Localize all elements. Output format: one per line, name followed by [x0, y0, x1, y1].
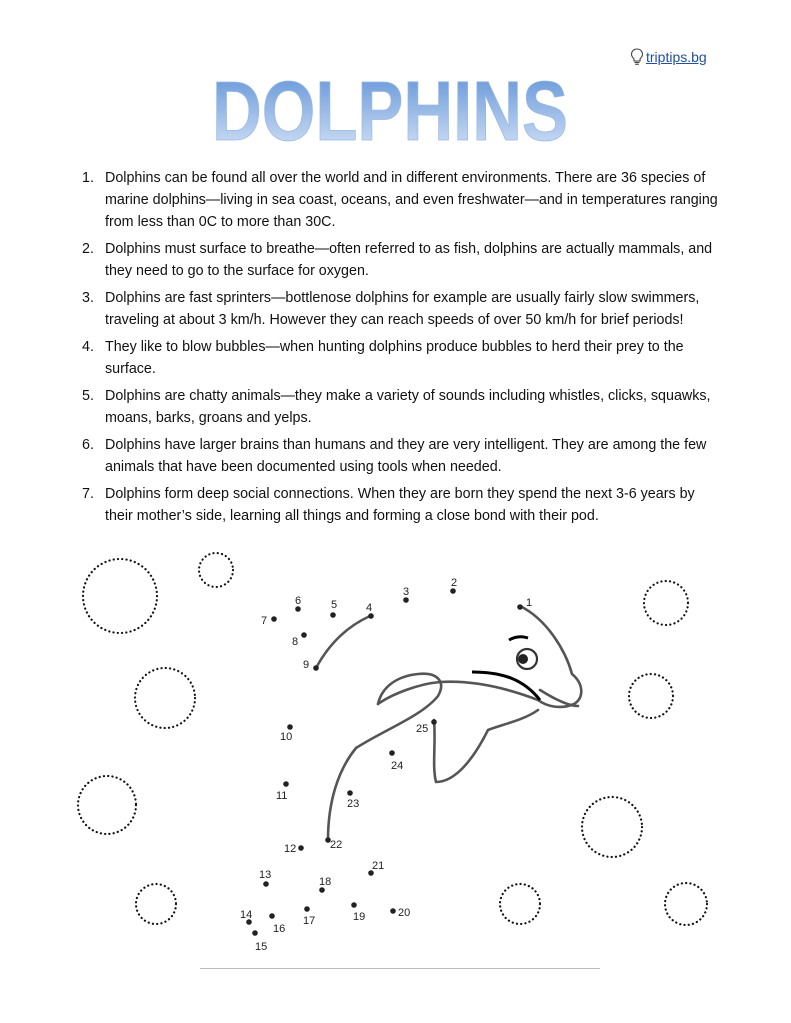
- puzzle-dot: [431, 719, 437, 725]
- fact-item: [82, 167, 722, 233]
- fact-item: [82, 483, 722, 527]
- puzzle-dot: [330, 612, 336, 618]
- fact-text: Dolphins are chatty animals—they make a variety of sounds including whistles, clicks, squawks, moans, barks, groans and yelps.: [105, 388, 711, 426]
- puzzle-dot: [283, 781, 289, 787]
- fact-number: 6.: [82, 437, 94, 453]
- puzzle-dot: [347, 790, 353, 796]
- bubble-outline: [135, 668, 195, 728]
- page-divider: [200, 968, 600, 969]
- puzzle-dot-label: 20: [398, 907, 411, 919]
- puzzle-dot: [263, 881, 269, 887]
- dolphin-pupil: [518, 654, 528, 664]
- dolphin-brow-marking: [509, 637, 528, 640]
- fact-number: 7.: [82, 486, 94, 502]
- puzzle-dot-label: 5: [331, 599, 338, 611]
- puzzle-dot-label: 17: [303, 915, 316, 927]
- fact-text: Dolphins are fast sprinters—bottlenose dolphins for example are usually fairly slow swimmers, traveling at about 3 km/h. However they can reach speeds of over 50 km/h for brief periods!: [105, 290, 700, 328]
- puzzle-dot: [389, 750, 395, 756]
- fact-number: 3.: [82, 290, 94, 306]
- puzzle-dot: [271, 616, 277, 622]
- fact-number: 1.: [82, 170, 94, 186]
- numbered-dots: [240, 577, 532, 953]
- puzzle-dot-label: 14: [240, 909, 253, 921]
- puzzle-dot: [368, 613, 374, 619]
- puzzle-dot: [252, 930, 258, 936]
- puzzle-dot: [301, 632, 307, 638]
- puzzle-dot-label: 18: [319, 876, 332, 888]
- bubbles: [78, 553, 707, 925]
- facts-list: [82, 167, 722, 532]
- puzzle-dot: [298, 845, 304, 851]
- dot-to-dot-puzzle: [0, 540, 791, 980]
- puzzle-dot: [295, 606, 301, 612]
- fact-text: Dolphins can be found all over the world and in different environments. There are 36 species of marine dolphins—living in sea coast, oceans, and even freshwater—and in temperatures ranging from less than 0C to more than 30C.: [105, 170, 718, 230]
- puzzle-dot-label: 9: [303, 659, 310, 671]
- puzzle-dot-label: 13: [259, 869, 272, 881]
- dolphin-back-line: [316, 616, 370, 668]
- fact-item: [82, 385, 722, 429]
- fact-text: Dolphins must surface to breathe—often referred to as fish, dolphins are actually mammals, and they need to go to the surface for oxygen.: [105, 241, 713, 279]
- fact-number: 4.: [82, 339, 94, 355]
- bubble-outline: [582, 797, 642, 857]
- bubble-outline: [500, 884, 540, 924]
- puzzle-dot-label: 12: [284, 843, 297, 855]
- puzzle-dot-label: 1: [526, 597, 533, 609]
- puzzle-dot: [403, 597, 409, 603]
- bubble-outline: [644, 581, 688, 625]
- puzzle-dot-label: 4: [366, 602, 373, 614]
- puzzle-dot: [313, 665, 319, 671]
- fact-item: [82, 287, 722, 331]
- puzzle-dot-label: 24: [391, 760, 404, 772]
- puzzle-dot-label: 2: [451, 577, 458, 589]
- fact-item: [82, 238, 722, 282]
- puzzle-dot-label: 7: [261, 615, 268, 627]
- brand-text: triptips.bg: [646, 49, 707, 65]
- puzzle-dot-label: 8: [292, 636, 299, 648]
- fact-item: [82, 434, 722, 478]
- fact-number: 5.: [82, 388, 94, 404]
- puzzle-dot: [390, 908, 396, 914]
- fact-item: [82, 336, 722, 380]
- puzzle-dot-label: 11: [276, 790, 288, 802]
- bubble-outline: [83, 559, 157, 633]
- bubble-outline: [136, 884, 176, 924]
- bubble-outline: [78, 776, 136, 834]
- lightbulb-icon: [630, 48, 644, 66]
- puzzle-dot-label: 23: [347, 798, 360, 810]
- puzzle-dot-label: 6: [295, 595, 302, 607]
- puzzle-dot: [319, 887, 325, 893]
- puzzle-dot: [450, 588, 456, 594]
- puzzle-dot-label: 22: [330, 839, 343, 851]
- page-title-container: [0, 68, 791, 158]
- brand-link[interactable]: [630, 48, 707, 66]
- dolphin-head-outline: [378, 606, 581, 707]
- fact-text: Dolphins have larger brains than humans and they are very intelligent. They are among the few animals that have been documented using tools when needed.: [105, 437, 707, 475]
- fact-number: 2.: [82, 241, 94, 257]
- puzzle-dot-label: 15: [255, 941, 268, 953]
- bubble-outline: [629, 674, 673, 718]
- fact-text: Dolphins form deep social connections. When they are born they spend the next 3-6 years by their mother’s side, learning all things and forming a close bond with their pod.: [105, 486, 695, 524]
- puzzle-dot: [287, 724, 293, 730]
- fact-text: They like to blow bubbles—when hunting dolphins produce bubbles to herd their prey to the surface.: [105, 339, 684, 377]
- dolphin-flipper-outline: [434, 710, 538, 782]
- puzzle-dot-label: 19: [353, 911, 366, 923]
- puzzle-dot-label: 25: [416, 723, 429, 735]
- bubble-outline: [199, 553, 233, 587]
- puzzle-dot-label: 3: [403, 586, 410, 598]
- bubble-outline: [665, 883, 707, 925]
- puzzle-dot-label: 21: [372, 860, 385, 872]
- puzzle-dot-label: 10: [280, 731, 293, 743]
- puzzle-dot: [269, 913, 275, 919]
- puzzle-dot-label: 16: [273, 923, 286, 935]
- puzzle-dot: [517, 604, 523, 610]
- page-title: DOLPHINS: [212, 68, 568, 158]
- puzzle-dot: [304, 906, 310, 912]
- puzzle-dot: [351, 902, 357, 908]
